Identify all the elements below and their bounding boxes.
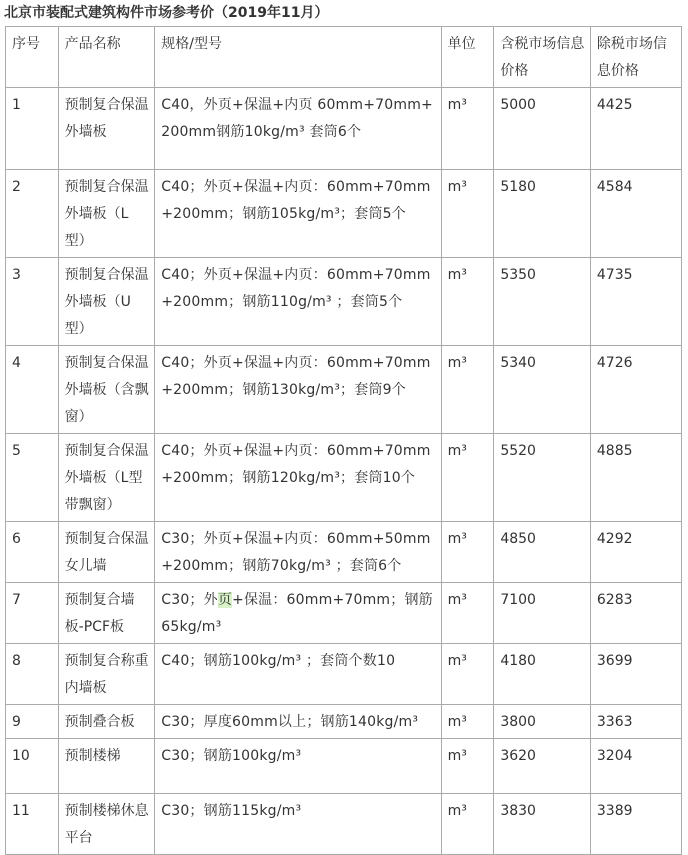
cell-spec: C30；外页+保温+内页：60mm+50mm+200mm；钢筋70kg/m³ ；套筒6个 [155, 522, 441, 583]
highlighted-text: 页 [217, 592, 233, 608]
cell-seq: 7 [6, 583, 59, 644]
cell-seq: 10 [6, 739, 59, 794]
cell-notax-price: 3389 [590, 794, 681, 855]
cell-unit: m³ [441, 522, 494, 583]
table-row [6, 258, 682, 346]
table-row [6, 705, 682, 739]
cell-name: 预制楼梯休息平台 [58, 794, 155, 855]
cell-seq: 3 [6, 258, 59, 346]
cell-spec: C30；钢筋115kg/m³ [155, 794, 441, 855]
cell-name: 预制叠合板 [58, 705, 155, 739]
cell-unit: m³ [441, 705, 494, 739]
header-tax-price: 含税市场信息价格 [494, 27, 591, 88]
cell-tax-price: 5180 [494, 170, 591, 258]
cell-seq: 9 [6, 705, 59, 739]
table-header-row [6, 27, 682, 88]
cell-spec [155, 583, 441, 644]
cell-tax-price: 4180 [494, 644, 591, 705]
cell-spec: C40；外页+保温+内页：60mm+70mm+200mm；钢筋105kg/m³；套筒5个 [155, 170, 441, 258]
table-row [6, 346, 682, 434]
cell-notax-price: 4584 [590, 170, 681, 258]
header-notax-price: 除税市场信息价格 [590, 27, 681, 88]
cell-unit: m³ [441, 170, 494, 258]
cell-seq: 2 [6, 170, 59, 258]
cell-unit: m³ [441, 739, 494, 794]
cell-notax-price: 3204 [590, 739, 681, 794]
cell-unit: m³ [441, 794, 494, 855]
cell-unit: m³ [441, 434, 494, 522]
cell-name: 预制复合保温女儿墙 [58, 522, 155, 583]
cell-tax-price: 5520 [494, 434, 591, 522]
cell-tax-price: 5000 [494, 88, 591, 170]
table-row [6, 170, 682, 258]
cell-name: 预制复合称重内墙板 [58, 644, 155, 705]
header-unit: 单位 [441, 27, 494, 88]
cell-name: 预制复合保温外墙板（含飘窗） [58, 346, 155, 434]
cell-notax-price: 4726 [590, 346, 681, 434]
page-title: 北京市装配式建筑构件市场参考价（2019年11月） [4, 5, 329, 21]
table-row [6, 434, 682, 522]
header-seq: 序号 [6, 27, 59, 88]
cell-spec: C30；厚度60mm以上；钢筋140kg/m³ [155, 705, 441, 739]
header-name: 产品名称 [58, 27, 155, 88]
cell-spec: C40；外页+保温+内页：60mm+70mm+200mm；钢筋120kg/m³；套筒10个 [155, 434, 441, 522]
spec-text: +保温：60mm+70mm；钢筋65kg/m³ [161, 592, 433, 635]
cell-spec: C40；外页+保温+内页：60mm+70mm+200mm；钢筋130kg/m³；套筒9个 [155, 346, 441, 434]
cell-notax-price: 3363 [590, 705, 681, 739]
cell-notax-price: 6283 [590, 583, 681, 644]
cell-tax-price: 3800 [494, 705, 591, 739]
cell-spec: C40；钢筋100kg/m³ ；套筒个数10 [155, 644, 441, 705]
cell-spec: C30；钢筋100kg/m³ [155, 739, 441, 794]
cell-seq: 5 [6, 434, 59, 522]
table-row [6, 583, 682, 644]
cell-notax-price: 4292 [590, 522, 681, 583]
cell-spec: C40，外页+保温+内页 60mm+70mm+200mm钢筋10kg/m³ 套筒6个 [155, 88, 441, 170]
cell-seq: 6 [6, 522, 59, 583]
cell-name: 预制楼梯 [58, 739, 155, 794]
cell-tax-price: 3830 [494, 794, 591, 855]
cell-seq: 1 [6, 88, 59, 170]
header-spec: 规格/型号 [155, 27, 441, 88]
cell-name: 预制复合保温外墙板 [58, 88, 155, 170]
cell-seq: 11 [6, 794, 59, 855]
price-table [5, 26, 682, 855]
cell-unit: m³ [441, 258, 494, 346]
table-row [6, 88, 682, 170]
table-row [6, 644, 682, 705]
cell-unit: m³ [441, 644, 494, 705]
cell-name: 预制复合保温外墙板（L型带飘窗） [58, 434, 155, 522]
cell-spec: C40；外页+保温+内页：60mm+70mm+200mm；钢筋110g/m³ ；套筒5个 [155, 258, 441, 346]
cell-name: 预制复合保温外墙板（U型） [58, 258, 155, 346]
cell-tax-price: 5340 [494, 346, 591, 434]
cell-seq: 8 [6, 644, 59, 705]
cell-notax-price: 4735 [590, 258, 681, 346]
table-row [6, 794, 682, 855]
cell-notax-price: 4885 [590, 434, 681, 522]
cell-unit: m³ [441, 583, 494, 644]
cell-tax-price: 5350 [494, 258, 591, 346]
table-row [6, 522, 682, 583]
cell-tax-price: 4850 [494, 522, 591, 583]
cell-name: 预制复合墙板-PCF板 [58, 583, 155, 644]
cell-name: 预制复合保温外墙板（L型） [58, 170, 155, 258]
cell-notax-price: 3699 [590, 644, 681, 705]
spec-text: C30；外 [161, 592, 218, 608]
cell-seq: 4 [6, 346, 59, 434]
cell-unit: m³ [441, 88, 494, 170]
table-row [6, 739, 682, 794]
cell-tax-price: 7100 [494, 583, 591, 644]
cell-unit: m³ [441, 346, 494, 434]
cell-tax-price: 3620 [494, 739, 591, 794]
cell-notax-price: 4425 [590, 88, 681, 170]
